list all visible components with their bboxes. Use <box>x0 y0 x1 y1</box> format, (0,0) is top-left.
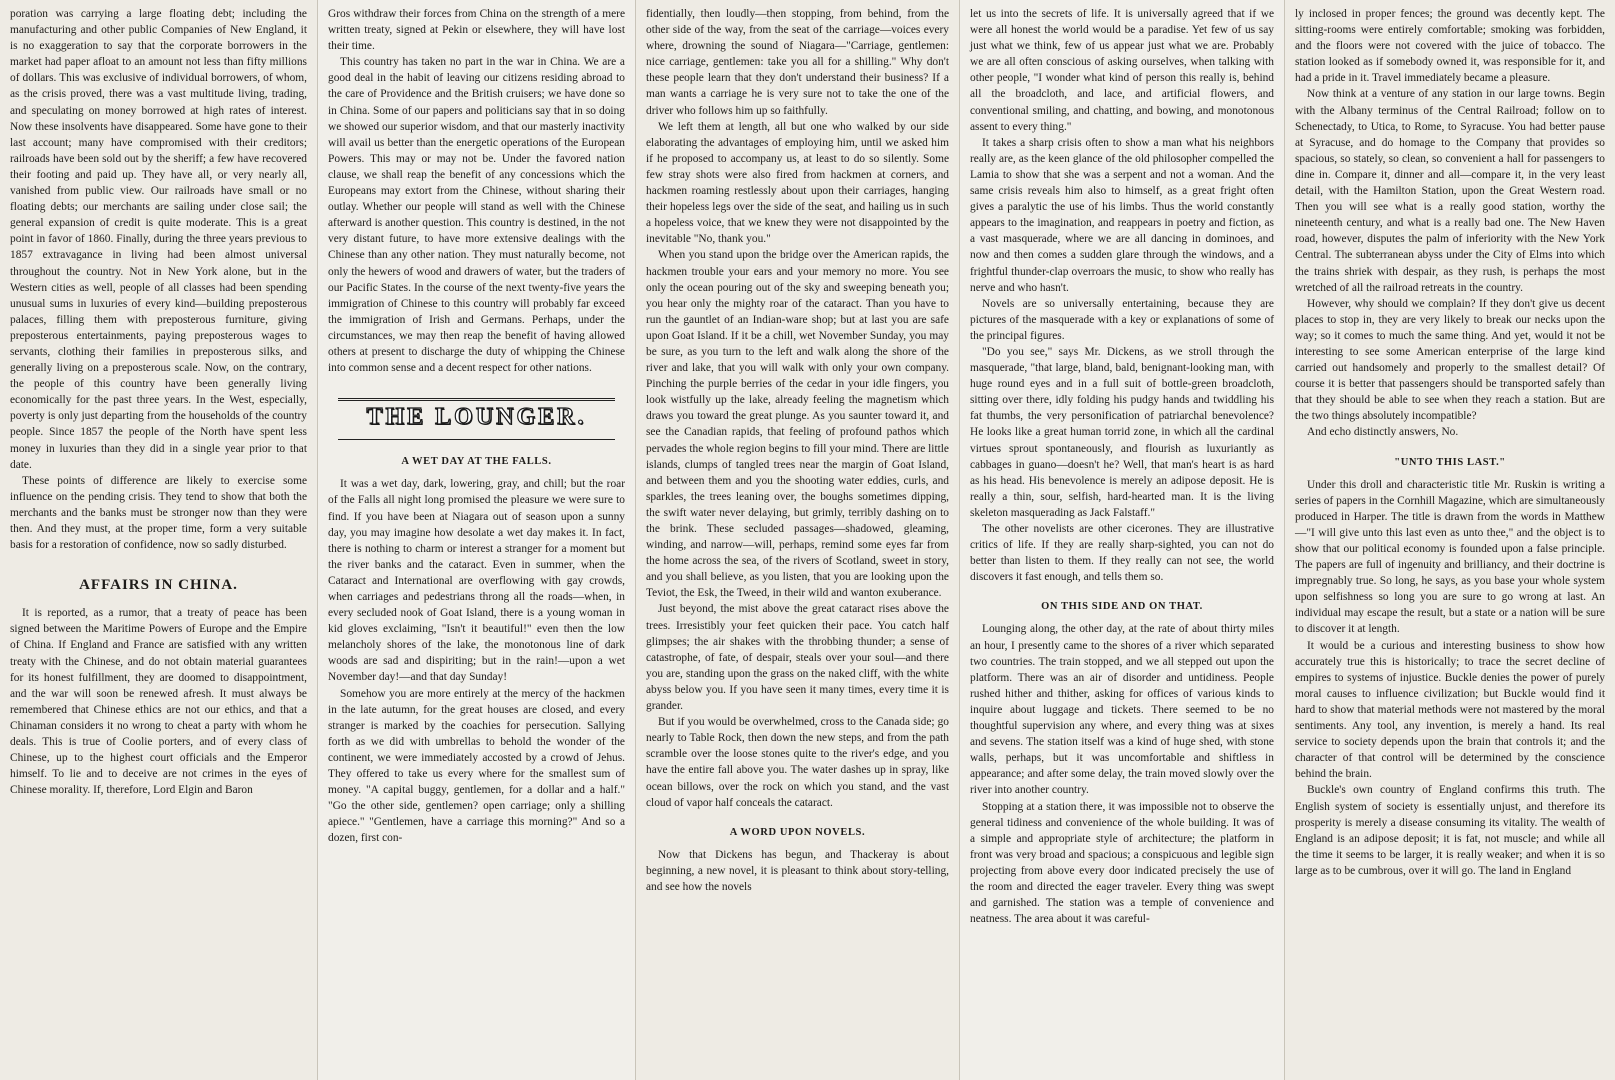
paragraph: ly inclosed in proper fences; the ground was decently kept. The sitting-rooms were entirely comfortable; smoking was forbidden, and the floors were not covered with the juice of tobacco. The station looked as if somebody owned it, was responsible for it, and had a pride in it. Travel immediately became a pleasure. <box>1295 8 1605 85</box>
article-heading: A WET DAY AT THE FALLS. <box>401 456 552 468</box>
paragraph: It takes a sharp crisis often to show a man what his neighbors really are, as the keen glance of the old philosopher compelled the Lamia to show that she was a serpent and not a woman. And the same crisis reveals him also to himself, as a great fright often gives a paralytic the use of his limbs. Thus the world constantly appears to the imagination, and reappears in poetry and fiction, as a vast masquerade, where we are all dancing in dominoes, and now and then comes a sudden glare through the windows, and a frightful thunder-clap overroars the music, to show who really has nerve and who hasn't. <box>970 136 1274 294</box>
paragraph: "Do you see," says Mr. Dickens, as we stroll through the masquerade, "that large, bland, bald, benignant-looking man, with huge round eyes and in a full suit of bottle-green broadcloth, sitting over there, idly folding his pudgy hands and twiddling his fat thumbs, the very personification of patriarchal benevolence? He looks like a great human torrid zone, in which all the cardinal virtues sprout spontaneously, and flourish as luxuriantly as cabbages in guano—doesn't he? Well, that man's heart is as hard as his head. His benevolence is merely an adipose deposit. He is really a thin, sour, selfish, hard-hearted man. It is the living skeleton masquerading as Jack Falstaff." <box>970 345 1274 519</box>
paragraph: Just beyond, the mist above the great cataract rises above the trees. Irresistibly your feet quicken their pace. You catch half glimpses; the air shakes with the throbbing thunder; a sense of catastrophe, of fate, of despair, steals over your soul—and there you are, standing upon the grass on the naked cliff, with the white abyss below you. If you have seen it many times, every time it is grander. <box>646 603 949 713</box>
paragraph: It is reported, as a rumor, that a treaty of peace has been signed between the Maritime Powers of Europe and the Empire of China. If England and France are satisfied with any written treaty with the Chinese, and do not obtain material guarantees for its honest fulfillment, they are doomed to disappointment, and the war will soon be renewed afresh. It must always be remembered that Chinese ethics are not our ethics, and that a Chinaman considers it no wrong to cheat a party with whom he deals. This is true of Coolie porters, and of every class of Chinese, up to the highest court officials and the Emperor himself. To lie and to deceive are not crimes in the eyes of Chinese morality. If, therefore, Lord Elgin and Baron <box>10 607 307 797</box>
paragraph: This country has taken no part in the war in China. We are a good deal in the habit of leaving our citizens residing abroad to the care of Providence and the British cruisers; we have done so in China. Some of our papers and politicians say that in so doing we showed our superior wisdom, and that our masterly inactivity will avail us better than the energetic operations of the European Powers. This may or may not be. Under the favored nation clause, we shall reap the benefit of any concessions which the Europeans may extort from the Chinese, without sharing their outlay. Whether our people will stand as well with the Chinese afterward is another question. This country is destined, in the not very distant future, to have more extensive dealings with the Chinese than any other nation. They must naturally become, not only the hewers of wood and drawers of water, but the traders of our Pacific States. In the course of the next twenty-five years the immigration of Chinese to this country will probably far exceed the immigration of Irish and Germans. Perhaps, under the circumstances, we may then reap the benefit of having allowed others at present to discharge the duty of whipping the Chinese into common sense and a decent respect for other nations. <box>328 56 625 375</box>
paragraph: And echo distinctly answers, No. <box>1307 426 1459 439</box>
paragraph: Under this droll and characteristic title Mr. Ruskin is writing a series of papers in the Cornhill Magazine, which are simultaneously produced in Harper. The title is drawn from the words in Matthew—"I will give unto this last even as unto thee," and the object is to show that our political economy is founded upon a false principle. The papers are full of ingenuity and brilliancy, and their doctrine is impregnably true. So long, he says, as you base your whole system upon selfishness so long you are sure to go wrong at last. An individual may escape the result, but a state or a nation will be sure to discover it at length. <box>1295 478 1605 636</box>
article-heading: A WORD UPON NOVELS. <box>729 826 866 838</box>
paragraph: Now that Dickens has begun, and Thackeray is about beginning, a new novel, it is pleasant to think about story-telling, and see how the novels <box>646 848 949 893</box>
paragraph: Stopping at a station there, it was impossible not to observe the general tidiness and convenience of the whole building. It was of a simple and appropriate style of architecture; the platform in front was very broad and spacious; a conspicuous and legible sign projecting from above every door indicated precisely the use of the room and directed the eager traveler. Every thing was swept and garnished. The station was a temple of convenience and neatness. The area about it was careful- <box>970 800 1274 926</box>
paragraph: We left them at length, all but one who walked by our side elaborating the advantages of employing him, until we asked him if he proposed to accompany us, at least to do so silently. Some few stray shots were also fired from hackmen at corners, and hackmen roaming restlessly about upon their carriages, hanging their hopeless legs over the side of the seat, and hailing us in such a hopeless voice, that we knew they were not disappointed by the inevitable "No, thank you." <box>646 120 949 246</box>
paragraph: These points of difference are likely to exercise some influence on the pending crisis. They tend to show that both the merchants and the banks must be stronger now than they were then. And they must, at the proper time, form a very suitable basis for a restoration of confidence, now so sadly disturbed. <box>10 474 307 552</box>
paragraph: Somehow you are more entirely at the mercy of the hackmen in the late autumn, for the great houses are closed, and every stranger is marked by the coachies for persecution. Sallying forth as we did with umbrellas to behold the wonder of the continent, we were immediately accosted by a crowd of Jehus. They offered to take us every where for the smallest sum of money. "A capital buggy, gentlemen, for a dollar and a half." "Go the other side, gentlemen? open carriage; only a shilling apiece." "Gentlemen, have a carriage this morning?" And so a dozen, first con- <box>328 687 625 845</box>
paragraph: It was a wet day, dark, lowering, gray, and chill; but the roar of the Falls all night long promised the pleasure we were sure to find. If you have been at Niagara out of season upon a sunny day, you may imagine how desolate a wet day makes it. In fact, there is nothing to charm or interest a stranger for a moment but the river banks and the cataract. Even in summer, when the Cataract and International are overflowing with gay crowds, when carriages and pedestrians throng all the roads—when, in every secluded nook of Goat Island, there is a young woman in kid gloves exclaiming, "Isn't it beautiful!" even then the low melancholy shores of the lake, the monotonous line of dark woods are sad and dispiriting; but in the rain!—upon a wet November day!—and that day Sunday! <box>328 478 625 684</box>
column-5 <box>1285 0 1615 1080</box>
column-2 <box>318 0 636 1080</box>
paragraph: Novels are so universally entertaining, because they are pictures of the masquerade with a key or explanations of some of the principal figures. <box>970 297 1274 342</box>
column-4 <box>960 0 1285 1080</box>
paragraph: Lounging along, the other day, at the rate of about thirty miles an hour, I presently came to the shores of a river which separated two countries. The train stopped, and we all stepped out upon the platform. There was an air of disorder and untidiness. People rushed hither and thither, asking for offices of various kinds to inquire about luggage and tickets. There seemed to be no thoughtful supervision any where, and every thing was at sixes and sevens. The station itself was a kind of huge shed, with stone walls, perhaps, but it was uncomfortable and shiftless in appearance; and after some delay, the train moved slowly over the river into another country. <box>970 623 1274 797</box>
paragraph: Gros withdraw their forces from China on the strength of a mere written treaty, signed at Pekin or elsewhere, they will have lost their time. <box>328 8 625 53</box>
paragraph: The other novelists are other cicerones. They are illustrative critics of life. If they are really sharp-sighted, you can not do better than listen to them. If they really can not see, the world discovers it fast enough, and tells them so. <box>970 523 1274 584</box>
paragraph: Now think at a venture of any station in our large towns. Begin with the Albany terminus of the Central Railroad; follow on to Schenectady, to Utica, to Rome, to Syracuse. You had better pause at Syracuse, and do homage to the Company that provides so spacious, so stately, so clean, so convenient a hall for passengers to dine in. Compare it, dinner and all—compare it, in the very least detail, with the Hamilton Station, upon the Great Western road. Then you will see what is a really good station, worthy the nineteenth century, and what is a really bad one. The New Haven road, however, disputes the palm of inferiority with the New York Central. The subterranean abyss under the City of Elms into which the trains shriek with despair, as they rush, is perhaps the most wretched of all the railroad retreats in the country. <box>1295 88 1605 294</box>
paragraph: fidentially, then loudly—then stopping, from behind, from the other side of the way, from the seat of the carriage—voices every where, drowning the sound of Niagara—"Carriage, gentlemen: nice carriage, gentlemen: take you all for a shilling." Why don't these people learn that they don't understand their business? If a man wants a carriage he is very sure not to take the one of the driver who follows him up so faithfully. <box>646 8 949 117</box>
paragraph: poration was carrying a large floating debt; including the manufacturing and other public Companies of New England, it is no exaggeration to say that the corporate borrowers in the market had paper afloat to an amount not less than fifty millions of dollars. This was exclusive of individual borrowers, of whom, as the crisis proved, there was a vast multitude living, trading, and speculating on money borrowed at high rates of interest. Now these insolvents have disappeared. Some have gone to their last account; many have compromised with their creditors; railroads have been sold out by the sheriff; a few have recovered their footing and paid up. They have all, or very nearly all, vanished from public view. Our railroads have small or no floating debts; our merchants are sailing under close sail; the general expansion of credit is quite moderate. This is a great point in favor of 1860. Finally, during the three years previous to 1857 extravagance in living had been almost universal throughout the country. Not in New York alone, but in the Western cities as well, people of all classes had been spending unusual sums in luxuries of every kind—building preposterous palaces, filling them with preposterous furniture, giving preposterous entertainments, paying preposterous wages to servants, clothing their families in preposterous silks, and generally living on a preposterous scale. Now, on the contrary, the people of this country have been generally living economically for the past three years. In the West, especially, poverty is only just departing from the households of the country people. Since 1857 the people of the North have spent less money in luxuries than they did in a single year prior to that date. <box>10 8 307 471</box>
lounger-masthead <box>338 398 615 440</box>
column-3 <box>636 0 960 1080</box>
section-heading: AFFAIRS IN CHINA. <box>79 577 238 594</box>
article-heading: ON THIS SIDE AND ON THAT. <box>1041 601 1203 613</box>
lounger-title: THE LOUNGER. <box>366 404 587 431</box>
paragraph: When you stand upon the bridge over the American rapids, the hackmen trouble your ears and your memory no more. You see only the ocean pouring out of the sky and sweeping beneath you; you hear only the mighty roar of the cataract. Than you have to run the gauntlet of an Indian-ware shop; but at last you are safe upon Goat Island. If it be a chill, wet November Sunday, you may be sure, as you turn to the left and walk along the shore of the river and lake, that you will walk with only your own company. Pinching the purple berries of the cedar in your idle fingers, you look wistfully up the lake, already feeling the magnetism which draws you toward the great plunge. As you saunter toward it, and see the Canadian rapids, that feeling of profound pathos which pervades the whole region begins to fill your mind. There are little islands, clumps of tangled trees near the margin of Goat Island, and between them and you the shooting water eddies, curls, and sparkles, the trees leaning over, the boughs sometimes dipping, the swift water never delaying, but grimly, terribly dashing on to the brink. These secluded passages—shadowed, gleaming, winding, and narrow—will, perhaps, remind some eyes far from the home across the sea, of the rivers of Scotland, sweet in story, and you shall believe, as you listen, that you are looking upon the Teviot, the Esk, the Tweed, in their wild and wanton exuberance. <box>646 249 949 600</box>
article-heading: "UNTO THIS LAST." <box>1394 456 1506 468</box>
paragraph: But if you would be overwhelmed, cross to the Canada side; go nearly to Table Rock, then down the new steps, and from the path scramble over the loose stones quite to the river's edge, and you have the entire fall above you. The water dashes up in spray, like ocean billows, over the rock on which you stand, and the vast cloud of vapor half conceals the cataract. <box>646 716 949 809</box>
paragraph: Buckle's own country of England confirms this truth. The English system of society is essentially unjust, and therefore its prosperity is merely a disease consuming its vitality. The wealth of England is an adipose deposit; it is fat, not muscle; and while all the time it seems to be larger, it is really weaker; and when it is so large as to be cumbrous, over it will go. The land in England <box>1295 784 1605 877</box>
paragraph: It would be a curious and interesting business to show how accurately true this is historically; to trace the secret decline of empires to systems of injustice. Buckle denies the power of purely moral causes to influence civilization; but Buckle would find it hard to show that material methods were not mastered by the moral sentiments. Any tool, any invention, is merely a hand. Its real service to society depends upon the brain that controls it; and the character of that control will be determined by the conscience behind the brain. <box>1295 639 1605 781</box>
column-1 <box>0 0 318 1080</box>
paragraph: let us into the secrets of life. It is universally agreed that if we were all honest the world would be a paradise. Yet few of us say just what we think, few of us appear just what we are. Probably we are all often conscious of asking ourselves, when talking with other people, "I wonder what kind of person this really is, behind all the broadcloth, and lace, and artificial flowers, and conventional smiling, and chatting, and bowing, and monotonous assent to every thing." <box>970 8 1274 133</box>
paragraph: However, why should we complain? If they don't give us decent places to stop in, they are very likely to break our necks upon the way; so it comes to much the same thing. And yet, would it not be interesting to see some American enterprise of the large kind carried out handsomely and properly to the smallest detail? Of course it is better that passengers should be transported safely than that they should be able to see when they reach a station. But are the two things absolutely incompatible? <box>1295 297 1605 423</box>
